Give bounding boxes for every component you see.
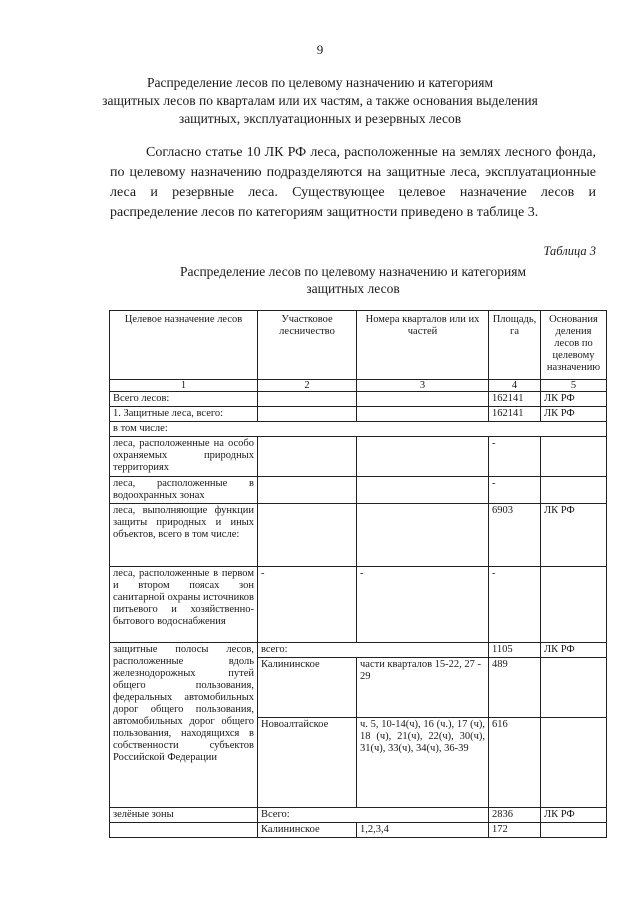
table-row: [110, 823, 607, 838]
cell-quarters: [357, 407, 489, 422]
cell-quarters: [357, 477, 489, 504]
forest-distribution-table: [109, 310, 607, 838]
cell-area: 489: [489, 658, 541, 718]
cell-district: -: [258, 567, 357, 643]
cell-basis: [541, 567, 607, 643]
cell-area: 1105: [489, 643, 541, 658]
section-heading: [100, 74, 540, 128]
column-number: 4: [489, 380, 541, 392]
column-number: 1: [110, 380, 258, 392]
cell-area: -: [489, 567, 541, 643]
cell-basis: [541, 823, 607, 838]
table-title-line: Распределение лесов по целевому назначению и категориям: [179, 264, 527, 279]
cell-area: 162141: [489, 392, 541, 407]
cell-district: всего:: [258, 643, 489, 658]
table-row: [110, 477, 607, 504]
cell-purpose: леса, расположенные в водоохранных зонах: [110, 477, 258, 504]
cell-purpose: 1. Защитные леса, всего:: [110, 407, 258, 422]
cell-district: [258, 504, 357, 567]
column-number: 3: [357, 380, 489, 392]
table-row: [110, 808, 607, 823]
cell-quarters: [357, 392, 489, 407]
cell-purpose: леса, расположенные в первом и втором поясах зон санитарной охраны источников питьевого и хозяйственно-бытового водоснабжения: [110, 567, 258, 643]
cell-purpose: леса, выполняющие функции защиты природных и иных объектов, всего в том числе:: [110, 504, 258, 567]
cell-purpose: защитные полосы лесов, расположенные вдоль железнодорожных путей общего пользования, федеральных автомобильных дорог общего пользования, автомобильных дорог общего пользования, находящихся в собственности субъектов Российской Федерации: [110, 643, 258, 808]
cell-basis: ЛК РФ: [541, 643, 607, 658]
header-area: Площадь, га: [489, 311, 541, 380]
cell-purpose: зелёные зоны: [110, 808, 258, 823]
header-basis: Основания деления лесов по целевому назначению: [541, 311, 607, 380]
cell-subheading: в том числе:: [110, 422, 607, 437]
cell-purpose: Всего лесов:: [110, 392, 258, 407]
cell-basis: ЛК РФ: [541, 504, 607, 567]
cell-basis: ЛК РФ: [541, 392, 607, 407]
header-row: [110, 311, 607, 380]
cell-quarters: [357, 504, 489, 567]
cell-quarters: ч. 5, 10-14(ч), 16 (ч.), 17 (ч), 18 (ч), 21(ч), 22(ч), 30(ч), 31(ч), 33(ч), 34(ч), 36-39: [357, 718, 489, 808]
column-number: 2: [258, 380, 357, 392]
cell-basis: [541, 718, 607, 808]
cell-quarters: -: [357, 567, 489, 643]
cell-quarters: части кварталов 15-22, 27 - 29: [357, 658, 489, 718]
cell-district: [258, 477, 357, 504]
cell-basis: [541, 437, 607, 477]
cell-area: 6903: [489, 504, 541, 567]
table-caption: Таблица 3: [543, 244, 596, 258]
header-district: Участковое лесничество: [258, 311, 357, 380]
cell-quarters: 1,2,3,4: [357, 823, 489, 838]
header-quarters: Номера кварталов или их частей: [357, 311, 489, 380]
cell-basis: [541, 477, 607, 504]
table-row: [110, 392, 607, 407]
cell-purpose: [110, 823, 258, 838]
cell-basis: [541, 658, 607, 718]
cell-district: Всего:: [258, 808, 489, 823]
table-row: [110, 437, 607, 477]
cell-basis: ЛК РФ: [541, 808, 607, 823]
table-row: [110, 504, 607, 567]
header-purpose: Целевое назначение лесов: [110, 311, 258, 380]
cell-purpose: леса, расположенные на особо охраняемых природных территориях: [110, 437, 258, 477]
cell-area: 162141: [489, 407, 541, 422]
cell-area: 172: [489, 823, 541, 838]
cell-quarters: [357, 437, 489, 477]
cell-district: [258, 437, 357, 477]
table-row: [110, 407, 607, 422]
table-title-line: защитных лесов: [306, 281, 400, 296]
table-row: [110, 422, 607, 437]
heading-line: Распределение лесов по целевому назначению и категориям: [146, 75, 494, 90]
cell-district: Калининское: [258, 658, 357, 718]
heading-line: защитных, эксплуатационных и резервных лесов: [178, 111, 462, 126]
page-number: 9: [316, 42, 324, 57]
intro-paragraph: Согласно статье 10 ЛК РФ леса, расположенные на землях лесного фонда, по целевому назначению подразделяются на защитные леса, эксплуатационные леса и резервные леса. Существующее целевое назначение лесов и распределение лесов по категориям защитности приведено в таблице 3.: [110, 145, 596, 220]
cell-area: 2836: [489, 808, 541, 823]
table-row: [110, 643, 607, 658]
cell-district: [258, 392, 357, 407]
column-number-row: [110, 380, 607, 392]
table-row: [110, 567, 607, 643]
heading-line: защитных лесов по кварталам или их частям, а также основания выделения: [102, 93, 538, 108]
cell-area: 616: [489, 718, 541, 808]
cell-district: Новоалтайское: [258, 718, 357, 808]
cell-area: -: [489, 437, 541, 477]
column-number: 5: [541, 380, 607, 392]
table-title: [110, 263, 596, 297]
cell-district: [258, 407, 357, 422]
cell-district: Калининское: [258, 823, 357, 838]
cell-basis: ЛК РФ: [541, 407, 607, 422]
cell-area: -: [489, 477, 541, 504]
